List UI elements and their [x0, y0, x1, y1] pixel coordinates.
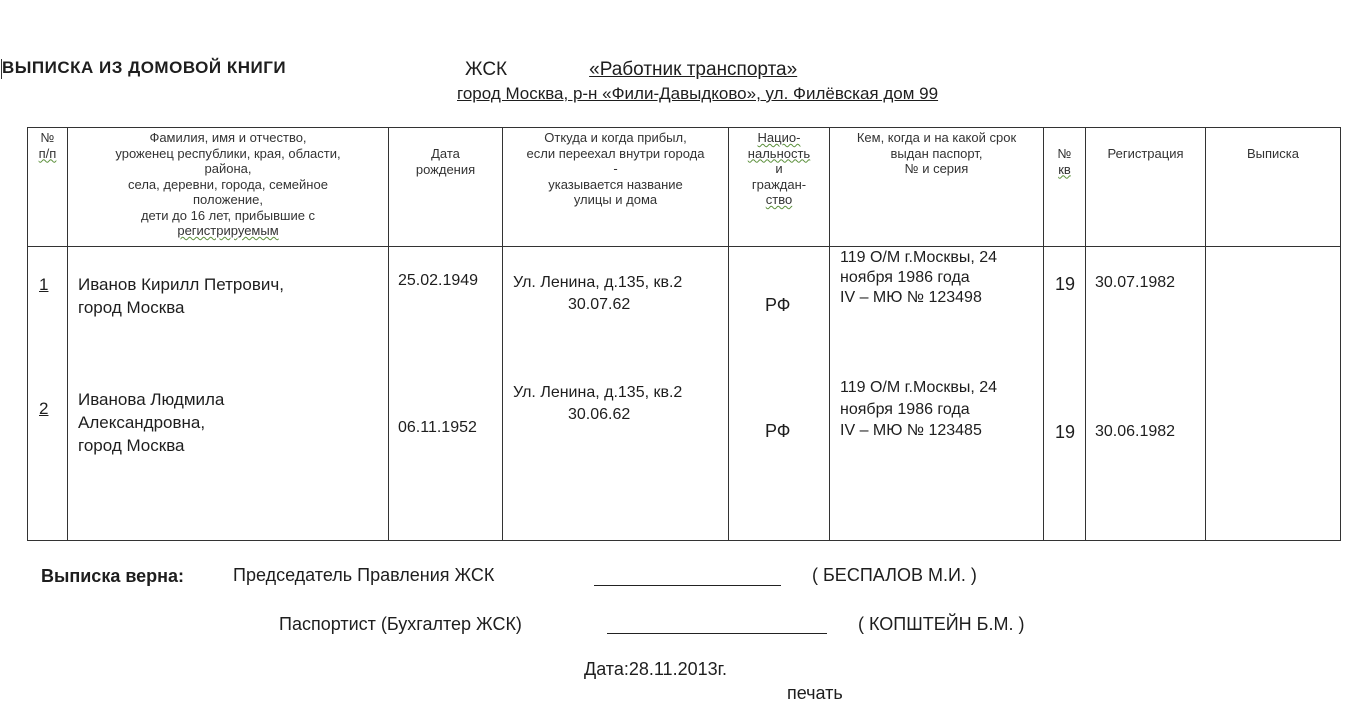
- person-name: город Москва: [78, 436, 185, 456]
- document-date: Дата:28.11.2013г.: [584, 659, 727, 679]
- row-number: 2: [39, 399, 49, 419]
- passport-info: IV – МЮ № 123485: [840, 422, 982, 440]
- person-name: город Москва: [78, 298, 185, 318]
- header-text: Фамилия, имя и отчество,: [149, 130, 307, 145]
- header-text: №: [1057, 146, 1072, 161]
- header-text: Выписка: [1246, 146, 1300, 161]
- organization-name: «Работник транспорта»: [589, 59, 798, 80]
- header-text: ство: [765, 192, 793, 207]
- header-text: нальность: [747, 145, 811, 161]
- header-text: и: [775, 161, 783, 176]
- arrival-info: Ул. Ленина, д.135, кв.2: [513, 274, 683, 292]
- header-text: улицы и дома: [573, 192, 658, 207]
- verified-label: Выписка верна:: [41, 566, 185, 586]
- chairman-signature-line: [594, 585, 781, 586]
- header-text: села, деревни, города, семейное: [128, 176, 328, 192]
- passport-officer-role: Паспортист (Бухгалтер ЖСК): [279, 614, 522, 634]
- discharge-cell: [1206, 247, 1341, 541]
- header-text: -: [613, 161, 618, 176]
- passport-info: ноября 1986 года: [840, 269, 970, 287]
- passport-info: ноября 1986 года: [840, 401, 970, 419]
- header-discharge: [1206, 128, 1341, 247]
- header-nationality: [729, 128, 830, 247]
- arrival-info: Ул. Ленина, д.135, кв.2: [513, 384, 683, 402]
- header-text: выдан паспорт,: [890, 145, 983, 161]
- apartment-cell: [1044, 247, 1086, 541]
- header-text: дети до 16 лет, прибывшие с: [140, 207, 316, 223]
- header-passport: [830, 128, 1044, 247]
- header-text: №: [40, 130, 55, 145]
- passport-officer-signature-line: [607, 633, 827, 634]
- address-line: город Москва, р-н «Фили-Давыдково», ул. Филёвская дом 99: [457, 84, 939, 103]
- apartment-number: 19: [1055, 274, 1076, 295]
- birth-cell: [389, 247, 503, 541]
- chairman-name: ( БЕСПАЛОВ М.И. ): [812, 565, 977, 585]
- table-row: [28, 247, 1341, 541]
- passport-officer-name: ( КОПШТЕЙН Б.М. ): [858, 614, 1025, 634]
- registration-date: 30.07.1982: [1095, 274, 1176, 292]
- stamp-label: печать: [787, 683, 843, 703]
- house-book-table: [27, 127, 1341, 541]
- header-text: Кем, когда и на какой срок: [856, 130, 1017, 145]
- passport-info: IV – МЮ № 123498: [840, 289, 982, 307]
- header-text: п/п: [38, 145, 57, 161]
- arrival-info: 30.06.62: [568, 406, 631, 424]
- header-arrival: [503, 128, 729, 247]
- passport-info: 119 О/М г.Москвы, 24: [840, 249, 998, 267]
- organization-line: [465, 59, 797, 81]
- table-header-row: [28, 128, 1341, 247]
- passport-info: 119 О/М г.Москвы, 24: [840, 379, 998, 397]
- header-text: если переехал внутри города: [526, 145, 705, 161]
- name-cell: [68, 247, 389, 541]
- nationality: РФ: [765, 295, 791, 316]
- header-text: Нацио-: [757, 130, 801, 145]
- person-name: Иванов Кирилл Петрович,: [78, 275, 284, 295]
- person-name: Иванова Людмила: [78, 390, 225, 410]
- chairman-role: Председатель Правления ЖСК: [233, 565, 495, 585]
- document-title: ВЫПИСКА ИЗ ДОМОВОЙ КНИГИ: [2, 58, 287, 77]
- header-text: граждан-: [751, 176, 807, 192]
- birth-date: 06.11.1952: [398, 419, 477, 437]
- header-text: регистрируемым: [177, 223, 279, 238]
- organization-prefix: ЖСК: [465, 59, 508, 80]
- header-text: Дата: [431, 146, 460, 161]
- nationality-cell: [729, 247, 830, 541]
- header-text: № и серия: [904, 161, 969, 176]
- arrival-cell: [503, 247, 729, 541]
- header-text: Регистрация: [1107, 146, 1184, 161]
- row-number: 1: [39, 275, 49, 295]
- nationality: РФ: [765, 421, 791, 442]
- num-cell: [28, 247, 68, 541]
- header-registration: [1086, 128, 1206, 247]
- header-text: рождения: [415, 161, 476, 177]
- person-name: Александровна,: [78, 413, 206, 433]
- header-text: положение,: [192, 192, 263, 207]
- header-text: кв: [1058, 161, 1071, 177]
- header-num: [28, 128, 68, 247]
- registration-cell: [1086, 247, 1206, 541]
- passport-cell: [830, 247, 1044, 541]
- arrival-info: 30.07.62: [568, 296, 631, 314]
- registration-date: 30.06.1982: [1095, 423, 1176, 441]
- header-text: уроженец республики, края, области,: [115, 145, 341, 161]
- header-text: района,: [204, 161, 252, 176]
- header-text: Откуда и когда прибыл,: [544, 130, 687, 145]
- header-apartment: [1044, 128, 1086, 247]
- header-text: указывается название: [548, 176, 683, 192]
- header-name: [68, 128, 389, 247]
- birth-date: 25.02.1949: [398, 272, 479, 290]
- header-birth: [389, 128, 503, 247]
- apartment-number: 19: [1055, 422, 1076, 443]
